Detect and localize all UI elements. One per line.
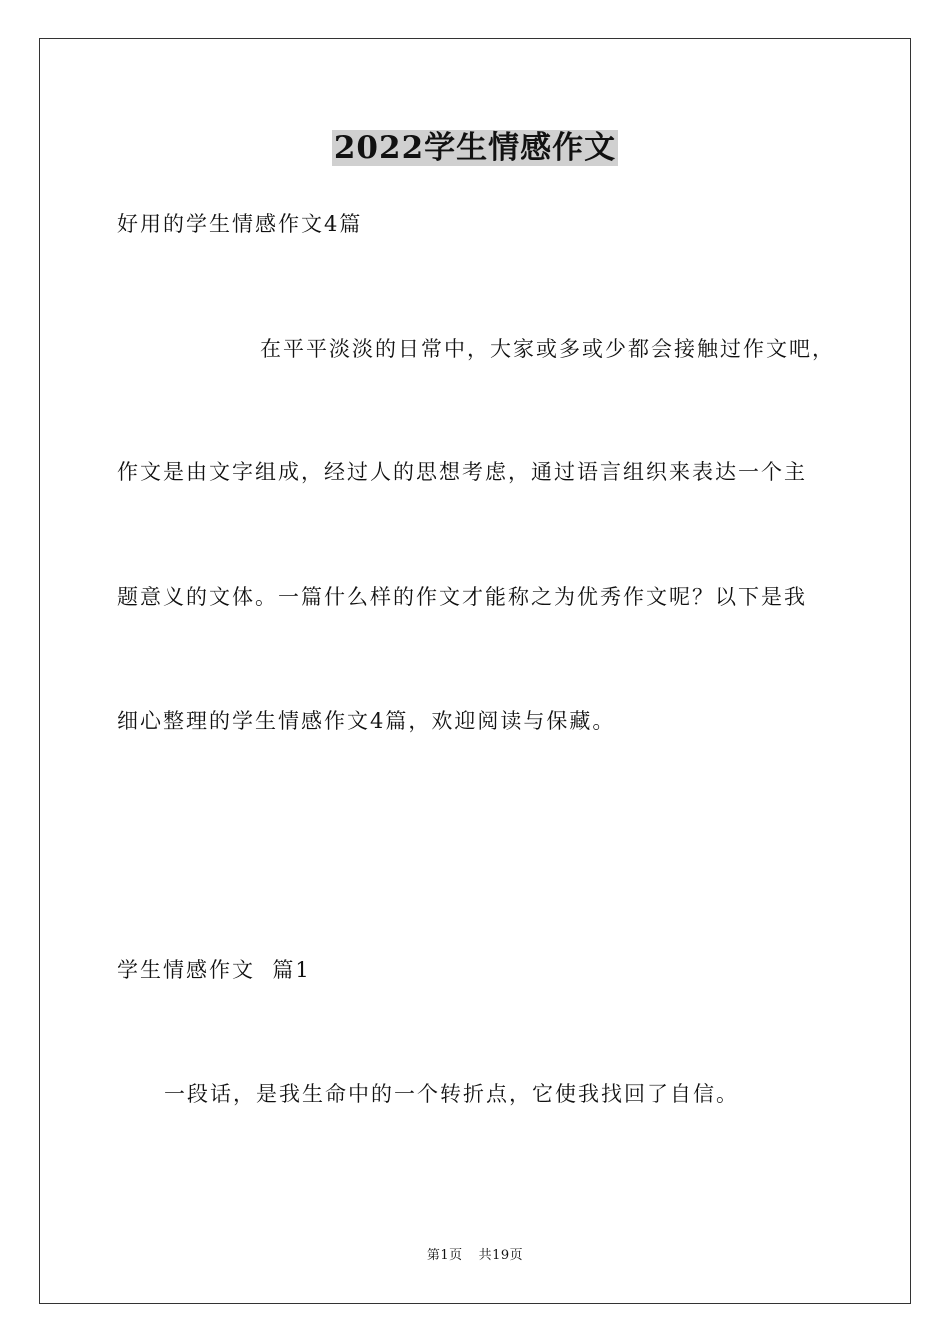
- intro-paragraph-line-2: 作文是由文字组成，经过人的思想考虑，通过语言组织来表达一个主: [117, 460, 807, 484]
- document-title-text: 2022学生情感作文: [333, 130, 617, 166]
- intro-paragraph-line-3: 题意义的文体。一篇什么样的作文才能称之为优秀作文呢？以下是我: [117, 585, 807, 609]
- page-number: 第1页: [426, 1248, 463, 1263]
- section-heading: 学生情感作文 篇1: [117, 958, 311, 982]
- intro-paragraph-line-4: 细心整理的学生情感作文4篇，欢迎阅读与保藏。: [117, 709, 616, 733]
- intro-paragraph-line-1: 在平平淡淡的日常中，大家或多或少都会接触过作文吧，: [260, 337, 835, 361]
- document-subtitle: 好用的学生情感作文4篇: [117, 212, 363, 236]
- document-title: [0, 128, 950, 168]
- section-paragraph-line-1: 一段话，是我生命中的一个转折点，它使我找回了自信。: [164, 1082, 739, 1106]
- page-footer: [0, 1247, 950, 1265]
- page-total: 共19页: [478, 1248, 524, 1263]
